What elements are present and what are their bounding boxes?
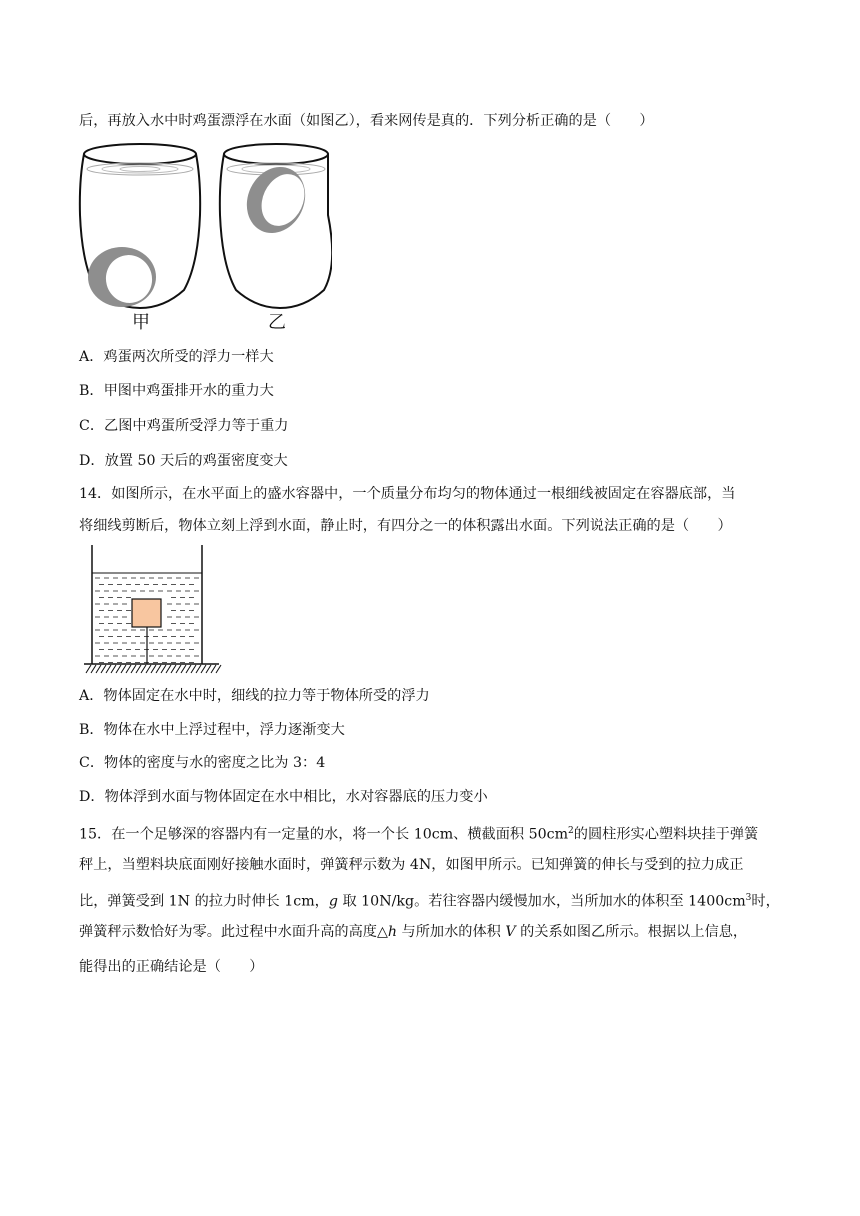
q13-option-a: A．鸡蛋两次所受的浮力一样大 <box>79 349 274 365</box>
cup-right <box>220 144 332 308</box>
ground-hatch <box>86 665 221 673</box>
q14-stem-line2: 将细线剪断后，物体立刻上浮到水面，静止时，有四分之一的体积露出水面。下列说法正确的是（ ） <box>79 518 732 534</box>
figure-label-yi: 乙 <box>268 312 286 333</box>
egg-cups-figure <box>76 140 332 336</box>
q15-stem-line2: 秤上，当塑料块底面刚好接触水面时，弹簧秤示数为 4N，如图甲所示。已知弹簧的伸长与受到的拉力成正 <box>79 857 744 873</box>
q14-option-a: A．物体固定在水中时，细线的拉力等于物体所受的浮力 <box>79 688 430 704</box>
q13-option-b: B．甲图中鸡蛋排开水的重力大 <box>79 383 274 399</box>
q15-stem-line3: 比，弹簧受到 1N 的拉力时伸长 1cm，g 取 10N/kg。若往容器内缓慢加水，当所加水的体积至 $1400cm^3$时， <box>79 893 780 910</box>
q14-option-d: D．物体浮到水面与物体固定在水中相比，水对容器底的压力变小 <box>79 789 488 805</box>
q15-stem-line1: 15．在一个足够深的容器内有一定量的水，将一个长 10cm、横截面积 $50cm^2$的圆柱形实心塑料块挂于弹簧 <box>79 826 759 843</box>
q14-stem-line1: 14．如图所示，在水平面上的盛水容器中，一个质量分布均匀的物体通过一根细线被固定在容器底部，当 <box>79 486 736 502</box>
q13-option-c: C．乙图中鸡蛋所受浮力等于重力 <box>79 418 289 434</box>
cup-left <box>80 144 200 308</box>
egg-floating <box>236 157 315 242</box>
figure-label-jia: 甲 <box>132 312 150 333</box>
q13-stem: 后，再放入水中时鸡蛋漂浮在水面（如图乙），看来网传是真的．下列分析正确的是（ ） <box>79 113 654 129</box>
water-container-figure <box>84 545 222 677</box>
q14-option-b: B．物体在水中上浮过程中，浮力逐渐变大 <box>79 722 345 738</box>
floating-block <box>132 599 161 627</box>
q15-stem-line5: 能得出的正确结论是（ ） <box>79 959 264 975</box>
q13-option-d: D．放置 50 天后的鸡蛋密度变大 <box>79 453 288 469</box>
egg-sunk <box>88 247 157 308</box>
q14-option-c: C．物体的密度与水的密度之比为 3：4 <box>79 755 326 771</box>
q15-stem-line4: 弹簧秤示数恰好为零。此过程中水面升高的高度△h 与所加水的体积 V 的关系如图乙所示。根据以上信息， <box>79 924 748 940</box>
